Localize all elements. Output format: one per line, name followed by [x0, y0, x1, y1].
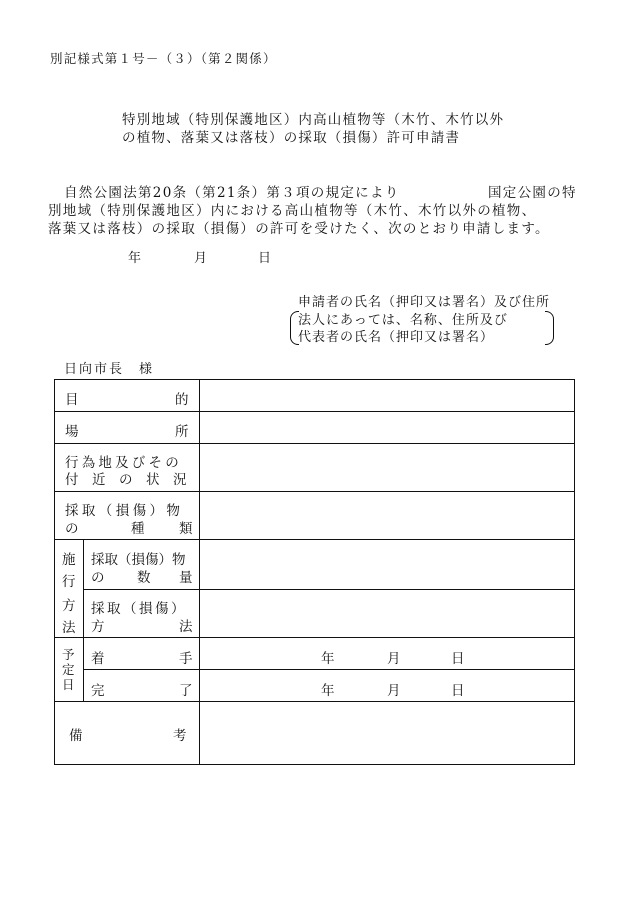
row-divider	[55, 411, 574, 412]
remarks-label-1: 備	[69, 728, 83, 744]
schedule-group-char-2: 定	[62, 662, 75, 677]
remarks-field[interactable]	[201, 703, 573, 764]
item-type-label-1: 採取（損傷）物	[65, 503, 184, 519]
label-divider	[199, 380, 200, 765]
date-year-label: 年	[128, 251, 142, 266]
row-divider	[55, 491, 574, 492]
remarks-label-2: 考	[173, 728, 187, 744]
row-divider	[83, 589, 574, 590]
place-field[interactable]	[201, 413, 573, 442]
start-date-year: 年	[321, 651, 335, 667]
purpose-field[interactable]	[201, 381, 573, 410]
row-divider	[55, 539, 574, 540]
quantity-field[interactable]	[201, 541, 573, 588]
applicant-label: 申請者の氏名（押印又は署名）及び住所	[298, 295, 551, 310]
method-label-3: 法	[179, 619, 193, 635]
body-text-line-3: 落葉又は落枝）の採取（損傷）の許可を受けたく、次のとおり申請します。	[48, 221, 550, 237]
item-type-label-2: の	[65, 521, 79, 537]
finish-date-day: 日	[451, 683, 465, 699]
quantity-label-2: の	[91, 570, 105, 586]
place-label-2: 所	[175, 424, 189, 440]
row-divider	[55, 701, 574, 702]
method-field[interactable]	[201, 591, 573, 636]
form-number: 別記様式第１号－（３）（第２関係）	[50, 51, 277, 66]
purpose-label-1: 目	[65, 392, 79, 408]
finish-date-year: 年	[321, 683, 335, 699]
quantity-label-1: 採取（損傷）物	[91, 552, 186, 568]
method-group-char-1: 施	[62, 552, 76, 568]
finish-date-month: 月	[387, 683, 401, 699]
schedule-group-char-1: 予	[62, 647, 75, 662]
start-label-2: 手	[179, 651, 193, 667]
form-title-line-2: の植物、落葉又は落枝）の採取（損傷）許可申請書	[122, 130, 461, 146]
bracket-right	[545, 311, 554, 345]
site-condition-label-1: 行為地及びその	[65, 455, 182, 471]
site-condition-label-2: 付 近 の 状 況	[65, 472, 187, 488]
finish-label-2: 了	[179, 683, 193, 699]
corporate-note-line-2: 代表者の氏名（押印又は署名）	[298, 330, 495, 345]
purpose-label-2: 的	[175, 392, 189, 408]
method-group-char-4: 法	[62, 620, 76, 636]
method-label-1: 採取（損傷）	[91, 601, 187, 617]
start-date-month: 月	[387, 651, 401, 667]
schedule-group-char-3: 日	[62, 677, 75, 692]
item-type-label-3: 種	[131, 521, 145, 537]
method-group-char-2: 行	[62, 574, 76, 590]
addressee: 日向市長 様	[64, 362, 155, 377]
start-label-1: 着	[91, 651, 105, 667]
item-type-label-4: 類	[179, 521, 193, 537]
row-divider	[55, 443, 574, 444]
application-table	[54, 379, 575, 765]
finish-label-1: 完	[91, 683, 105, 699]
item-type-field[interactable]	[201, 493, 573, 538]
date-day-label: 日	[258, 251, 272, 266]
body-text-line-1a: 自然公園法第20条（第21条）第３項の規定により	[64, 185, 400, 201]
group-divider	[83, 539, 84, 701]
corporate-note-line-1: 法人にあっては、名称、住所及び	[298, 313, 508, 328]
body-text-line-1b: 国定公園の特	[488, 185, 577, 201]
quantity-label-4: 量	[179, 570, 193, 586]
start-date-day: 日	[451, 651, 465, 667]
form-title-line-1: 特別地域（特別保護地区）内高山植物等（木竹、木竹以外	[122, 112, 505, 128]
place-label-1: 場	[65, 424, 79, 440]
method-label-2: 方	[91, 619, 105, 635]
site-condition-field[interactable]	[201, 445, 573, 490]
quantity-label-3: 数	[137, 570, 151, 586]
method-group-char-3: 方	[62, 598, 76, 614]
row-divider	[55, 637, 574, 638]
body-text-line-2: 別地域（特別保護地区）内における高山植物等（木竹、木竹以外の植物、	[48, 203, 537, 219]
row-divider	[83, 669, 574, 670]
date-month-label: 月	[194, 251, 208, 266]
